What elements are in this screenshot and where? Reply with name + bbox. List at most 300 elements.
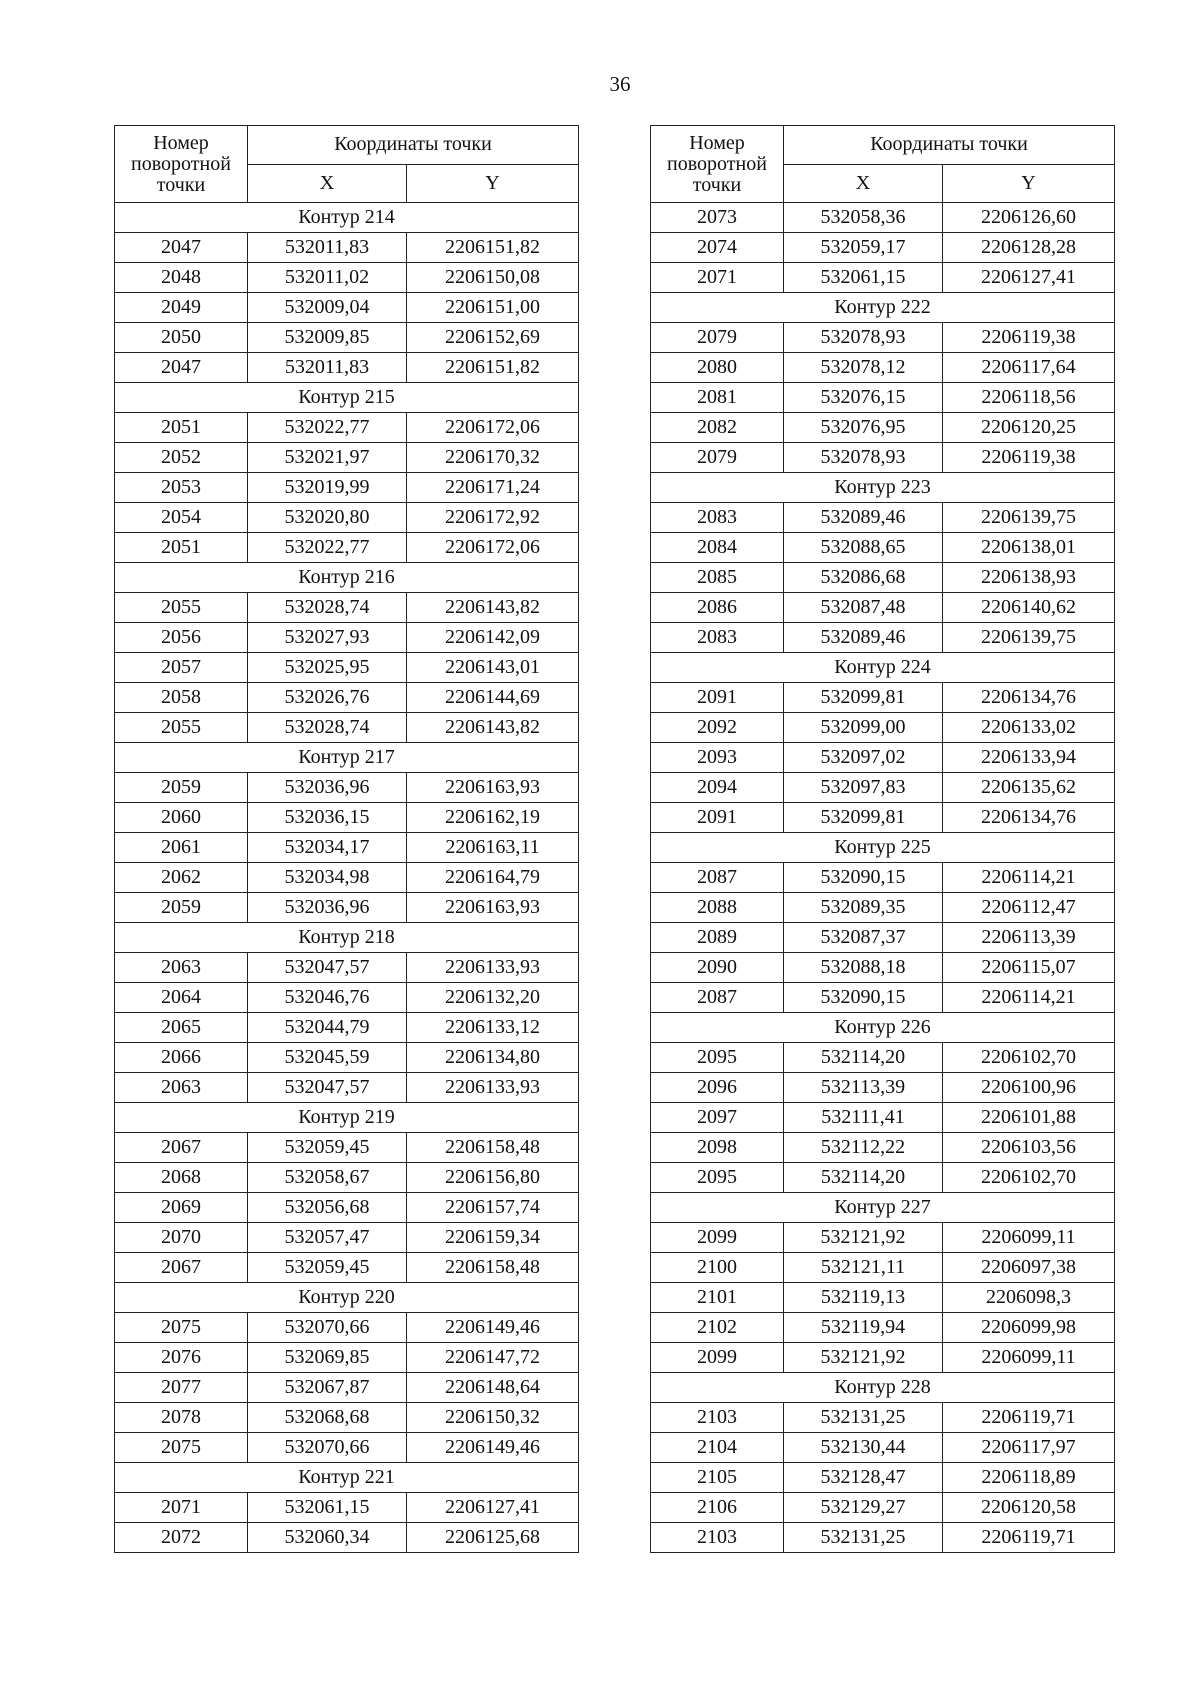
y-coordinate-cell: 2206163,11 (407, 833, 579, 863)
y-coordinate-cell: 2206133,93 (407, 953, 579, 983)
point-number-cell: 2077 (115, 1373, 248, 1403)
table-row (115, 1193, 579, 1223)
x-coordinate-cell: 532089,35 (784, 893, 943, 923)
y-coordinate-cell: 2206119,38 (943, 443, 1115, 473)
y-coordinate-cell: 2206119,71 (943, 1523, 1115, 1553)
y-coordinate-cell: 2206099,11 (943, 1223, 1115, 1253)
x-coordinate-cell: 532128,47 (784, 1463, 943, 1493)
x-coordinate-cell: 532045,59 (248, 1043, 407, 1073)
point-number-cell: 2084 (651, 533, 784, 563)
coordinates-table-right (650, 125, 1115, 1553)
point-number-cell: 2075 (115, 1433, 248, 1463)
point-number-cell: 2087 (651, 983, 784, 1013)
x-coordinate-cell: 532089,46 (784, 503, 943, 533)
point-number-cell: 2083 (651, 503, 784, 533)
x-coordinate-cell: 532028,74 (248, 713, 407, 743)
contour-row (651, 473, 1115, 503)
table-row (115, 413, 579, 443)
table-row (651, 1493, 1115, 1523)
x-coordinate-cell: 532044,79 (248, 1013, 407, 1043)
point-number-cell: 2080 (651, 353, 784, 383)
point-number-cell: 2099 (651, 1343, 784, 1373)
point-number-cell: 2091 (651, 803, 784, 833)
x-coordinate-cell: 532058,67 (248, 1163, 407, 1193)
y-coordinate-cell: 2206099,11 (943, 1343, 1115, 1373)
point-number-cell: 2094 (651, 773, 784, 803)
y-coordinate-cell: 2206102,70 (943, 1043, 1115, 1073)
x-coordinate-cell: 532070,66 (248, 1313, 407, 1343)
y-coordinate-cell: 2206150,08 (407, 263, 579, 293)
point-number-cell: 2064 (115, 983, 248, 1013)
contour-row (651, 833, 1115, 863)
x-coordinate-cell: 532059,45 (248, 1253, 407, 1283)
point-number-cell: 2083 (651, 623, 784, 653)
x-coordinate-cell: 532059,45 (248, 1133, 407, 1163)
y-coordinate-cell: 2206152,69 (407, 323, 579, 353)
y-coordinate-cell: 2206144,69 (407, 683, 579, 713)
x-coordinate-cell: 532076,95 (784, 413, 943, 443)
table-row (115, 683, 579, 713)
table-row (115, 1493, 579, 1523)
point-number-cell: 2069 (115, 1193, 248, 1223)
x-coordinate-cell: 532057,47 (248, 1223, 407, 1253)
table-row (651, 1463, 1115, 1493)
point-number-cell: 2091 (651, 683, 784, 713)
table-row (115, 1163, 579, 1193)
contour-label: Контур 216 (115, 563, 579, 593)
y-coordinate-cell: 2206149,46 (407, 1313, 579, 1343)
y-coordinate-cell: 2206120,58 (943, 1493, 1115, 1523)
x-coordinate-cell: 532026,76 (248, 683, 407, 713)
point-number-cell: 2098 (651, 1133, 784, 1163)
table-row (115, 623, 579, 653)
x-coordinate-cell: 532009,04 (248, 293, 407, 323)
table-row (115, 1253, 579, 1283)
point-number-cell: 2048 (115, 263, 248, 293)
y-coordinate-cell: 2206142,09 (407, 623, 579, 653)
table-body-right (651, 203, 1115, 1553)
point-number-cell: 2075 (115, 1313, 248, 1343)
x-coordinate-cell: 532119,13 (784, 1283, 943, 1313)
point-number-cell: 2073 (651, 203, 784, 233)
y-coordinate-cell: 2206163,93 (407, 773, 579, 803)
table-row (651, 893, 1115, 923)
point-number-cell: 2055 (115, 593, 248, 623)
y-coordinate-cell: 2206101,88 (943, 1103, 1115, 1133)
point-number-cell: 2095 (651, 1043, 784, 1073)
contour-row (115, 203, 579, 233)
table-row (651, 593, 1115, 623)
point-number-cell: 2088 (651, 893, 784, 923)
table-row (651, 1523, 1115, 1553)
x-coordinate-cell: 532119,94 (784, 1313, 943, 1343)
y-coordinate-cell: 2206113,39 (943, 923, 1115, 953)
point-number-cell: 2074 (651, 233, 784, 263)
header-point-number: Номер поворотной точки (651, 126, 784, 203)
point-number-cell: 2093 (651, 743, 784, 773)
table-row (115, 263, 579, 293)
point-number-cell: 2096 (651, 1073, 784, 1103)
point-number-cell: 2053 (115, 473, 248, 503)
point-number-cell: 2100 (651, 1253, 784, 1283)
table-row (651, 1283, 1115, 1313)
table-row (115, 1433, 579, 1463)
table-row (651, 563, 1115, 593)
point-number-cell: 2055 (115, 713, 248, 743)
x-coordinate-cell: 532097,02 (784, 743, 943, 773)
y-coordinate-cell: 2206158,48 (407, 1133, 579, 1163)
x-coordinate-cell: 532060,34 (248, 1523, 407, 1553)
y-coordinate-cell: 2206133,94 (943, 743, 1115, 773)
x-coordinate-cell: 532011,83 (248, 353, 407, 383)
y-coordinate-cell: 2206147,72 (407, 1343, 579, 1373)
y-coordinate-cell: 2206114,21 (943, 983, 1115, 1013)
table-row (115, 773, 579, 803)
point-number-cell: 2101 (651, 1283, 784, 1313)
y-coordinate-cell: 2206156,80 (407, 1163, 579, 1193)
x-coordinate-cell: 532036,15 (248, 803, 407, 833)
contour-label: Контур 227 (651, 1193, 1115, 1223)
table-row (115, 833, 579, 863)
point-number-cell: 2090 (651, 953, 784, 983)
contour-row (115, 1103, 579, 1133)
x-coordinate-cell: 532009,85 (248, 323, 407, 353)
y-coordinate-cell: 2206163,93 (407, 893, 579, 923)
header-coordinates: Координаты точки (248, 126, 579, 165)
table-row (115, 1373, 579, 1403)
coordinates-table-left (114, 125, 579, 1553)
x-coordinate-cell: 532046,76 (248, 983, 407, 1013)
y-coordinate-cell: 2206140,62 (943, 593, 1115, 623)
point-number-cell: 2081 (651, 383, 784, 413)
y-coordinate-cell: 2206157,74 (407, 1193, 579, 1223)
y-coordinate-cell: 2206134,76 (943, 803, 1115, 833)
contour-row (115, 923, 579, 953)
x-coordinate-cell: 532129,27 (784, 1493, 943, 1523)
x-coordinate-cell: 532067,87 (248, 1373, 407, 1403)
table-row (651, 773, 1115, 803)
x-coordinate-cell: 532058,36 (784, 203, 943, 233)
point-number-cell: 2076 (115, 1343, 248, 1373)
x-coordinate-cell: 532059,17 (784, 233, 943, 263)
contour-label: Контур 228 (651, 1373, 1115, 1403)
table-row (115, 1523, 579, 1553)
table-row (651, 713, 1115, 743)
x-coordinate-cell: 532078,12 (784, 353, 943, 383)
x-coordinate-cell: 532020,80 (248, 503, 407, 533)
y-coordinate-cell: 2206117,97 (943, 1433, 1115, 1463)
point-number-cell: 2051 (115, 533, 248, 563)
header-coordinates: Координаты точки (784, 126, 1115, 165)
x-coordinate-cell: 532036,96 (248, 893, 407, 923)
point-number-cell: 2067 (115, 1133, 248, 1163)
table-row (115, 233, 579, 263)
x-coordinate-cell: 532011,83 (248, 233, 407, 263)
y-coordinate-cell: 2206118,89 (943, 1463, 1115, 1493)
point-number-cell: 2070 (115, 1223, 248, 1253)
table-row (651, 1343, 1115, 1373)
contour-label: Контур 220 (115, 1283, 579, 1313)
y-coordinate-cell: 2206114,21 (943, 863, 1115, 893)
point-number-cell: 2079 (651, 323, 784, 353)
y-coordinate-cell: 2206139,75 (943, 623, 1115, 653)
point-number-cell: 2059 (115, 773, 248, 803)
y-coordinate-cell: 2206148,64 (407, 1373, 579, 1403)
y-coordinate-cell: 2206127,41 (407, 1493, 579, 1523)
table-row (651, 953, 1115, 983)
contour-label: Контур 221 (115, 1463, 579, 1493)
y-coordinate-cell: 2206102,70 (943, 1163, 1115, 1193)
x-coordinate-cell: 532036,96 (248, 773, 407, 803)
table-row (651, 323, 1115, 353)
contour-label: Контур 215 (115, 383, 579, 413)
y-coordinate-cell: 2206103,56 (943, 1133, 1115, 1163)
x-coordinate-cell: 532056,68 (248, 1193, 407, 1223)
y-coordinate-cell: 2206128,28 (943, 233, 1115, 263)
table-row (651, 1043, 1115, 1073)
x-coordinate-cell: 532090,15 (784, 983, 943, 1013)
table-row (651, 443, 1115, 473)
x-coordinate-cell: 532099,81 (784, 683, 943, 713)
table-row (115, 1403, 579, 1433)
x-coordinate-cell: 532099,00 (784, 713, 943, 743)
x-coordinate-cell: 532121,92 (784, 1223, 943, 1253)
table-row (651, 503, 1115, 533)
table-row (651, 413, 1115, 443)
y-coordinate-cell: 2206172,92 (407, 503, 579, 533)
point-number-cell: 2097 (651, 1103, 784, 1133)
table-row (115, 293, 579, 323)
table-row (115, 1043, 579, 1073)
x-coordinate-cell: 532022,77 (248, 413, 407, 443)
x-coordinate-cell: 532088,18 (784, 953, 943, 983)
table-row (651, 1403, 1115, 1433)
table-row (115, 893, 579, 923)
table-row (115, 653, 579, 683)
y-coordinate-cell: 2206143,82 (407, 713, 579, 743)
point-number-cell: 2095 (651, 1163, 784, 1193)
point-number-cell: 2057 (115, 653, 248, 683)
table-row (651, 803, 1115, 833)
table-row (115, 1313, 579, 1343)
y-coordinate-cell: 2206170,32 (407, 443, 579, 473)
point-number-cell: 2061 (115, 833, 248, 863)
x-coordinate-cell: 532047,57 (248, 1073, 407, 1103)
table-row (115, 593, 579, 623)
table-row (651, 983, 1115, 1013)
x-coordinate-cell: 532090,15 (784, 863, 943, 893)
contour-label: Контур 222 (651, 293, 1115, 323)
x-coordinate-cell: 532078,93 (784, 323, 943, 353)
point-number-cell: 2085 (651, 563, 784, 593)
table-row (115, 353, 579, 383)
y-coordinate-cell: 2206127,41 (943, 263, 1115, 293)
point-number-cell: 2056 (115, 623, 248, 653)
contour-row (115, 1283, 579, 1313)
contour-label: Контур 223 (651, 473, 1115, 503)
point-number-cell: 2063 (115, 953, 248, 983)
y-coordinate-cell: 2206158,48 (407, 1253, 579, 1283)
y-coordinate-cell: 2206135,62 (943, 773, 1115, 803)
x-coordinate-cell: 532061,15 (784, 263, 943, 293)
x-coordinate-cell: 532011,02 (248, 263, 407, 293)
point-number-cell: 2058 (115, 683, 248, 713)
table-row (651, 923, 1115, 953)
x-coordinate-cell: 532087,48 (784, 593, 943, 623)
y-coordinate-cell: 2206125,68 (407, 1523, 579, 1553)
x-coordinate-cell: 532088,65 (784, 533, 943, 563)
y-coordinate-cell: 2206162,19 (407, 803, 579, 833)
contour-row (115, 1463, 579, 1493)
table-row (115, 953, 579, 983)
x-coordinate-cell: 532019,99 (248, 473, 407, 503)
point-number-cell: 2047 (115, 233, 248, 263)
table-row (651, 383, 1115, 413)
x-coordinate-cell: 532114,20 (784, 1163, 943, 1193)
contour-row (651, 653, 1115, 683)
x-coordinate-cell: 532130,44 (784, 1433, 943, 1463)
table-row (115, 1013, 579, 1043)
contour-label: Контур 219 (115, 1103, 579, 1133)
point-number-cell: 2054 (115, 503, 248, 533)
table-row (115, 713, 579, 743)
table-row (115, 1223, 579, 1253)
y-coordinate-cell: 2206143,82 (407, 593, 579, 623)
point-number-cell: 2079 (651, 443, 784, 473)
table-row (115, 443, 579, 473)
point-number-cell: 2051 (115, 413, 248, 443)
x-coordinate-cell: 532028,74 (248, 593, 407, 623)
x-coordinate-cell: 532070,66 (248, 1433, 407, 1463)
table-row (651, 1103, 1115, 1133)
point-number-cell: 2103 (651, 1523, 784, 1553)
y-coordinate-cell: 2206172,06 (407, 413, 579, 443)
contour-label: Контур 225 (651, 833, 1115, 863)
x-coordinate-cell: 532114,20 (784, 1043, 943, 1073)
table-row (651, 353, 1115, 383)
point-number-cell: 2071 (115, 1493, 248, 1523)
y-coordinate-cell: 2206134,80 (407, 1043, 579, 1073)
x-coordinate-cell: 532068,68 (248, 1403, 407, 1433)
point-number-cell: 2068 (115, 1163, 248, 1193)
header-point-number: Номер поворотной точки (115, 126, 248, 203)
table-row (651, 1433, 1115, 1463)
x-coordinate-cell: 532076,15 (784, 383, 943, 413)
contour-row (651, 293, 1115, 323)
header-x: X (248, 164, 407, 203)
x-coordinate-cell: 532022,77 (248, 533, 407, 563)
table-row (651, 1133, 1115, 1163)
y-coordinate-cell: 2206117,64 (943, 353, 1115, 383)
header-y: Y (407, 164, 579, 203)
table-row (651, 263, 1115, 293)
point-number-cell: 2092 (651, 713, 784, 743)
y-coordinate-cell: 2206171,24 (407, 473, 579, 503)
point-number-cell: 2089 (651, 923, 784, 953)
point-number-cell: 2071 (651, 263, 784, 293)
y-coordinate-cell: 2206119,38 (943, 323, 1115, 353)
y-coordinate-cell: 2206100,96 (943, 1073, 1115, 1103)
y-coordinate-cell: 2206138,01 (943, 533, 1115, 563)
table-row (651, 1253, 1115, 1283)
x-coordinate-cell: 532061,15 (248, 1493, 407, 1523)
point-number-cell: 2105 (651, 1463, 784, 1493)
point-number-cell: 2050 (115, 323, 248, 353)
point-number-cell: 2066 (115, 1043, 248, 1073)
point-number-cell: 2099 (651, 1223, 784, 1253)
table-row (651, 1073, 1115, 1103)
x-coordinate-cell: 532121,11 (784, 1253, 943, 1283)
x-coordinate-cell: 532089,46 (784, 623, 943, 653)
y-coordinate-cell: 2206133,02 (943, 713, 1115, 743)
point-number-cell: 2102 (651, 1313, 784, 1343)
table-body-left (115, 203, 579, 1553)
y-coordinate-cell: 2206126,60 (943, 203, 1115, 233)
point-number-cell: 2047 (115, 353, 248, 383)
contour-row (651, 1193, 1115, 1223)
x-coordinate-cell: 532069,85 (248, 1343, 407, 1373)
x-coordinate-cell: 532131,25 (784, 1523, 943, 1553)
point-number-cell: 2049 (115, 293, 248, 323)
point-number-cell: 2086 (651, 593, 784, 623)
table-row (651, 863, 1115, 893)
table-row (651, 683, 1115, 713)
y-coordinate-cell: 2206151,82 (407, 353, 579, 383)
x-coordinate-cell: 532112,22 (784, 1133, 943, 1163)
x-coordinate-cell: 532021,97 (248, 443, 407, 473)
y-coordinate-cell: 2206115,07 (943, 953, 1115, 983)
y-coordinate-cell: 2206120,25 (943, 413, 1115, 443)
y-coordinate-cell: 2206139,75 (943, 503, 1115, 533)
point-number-cell: 2062 (115, 863, 248, 893)
y-coordinate-cell: 2206138,93 (943, 563, 1115, 593)
table-row (651, 203, 1115, 233)
x-coordinate-cell: 532034,98 (248, 863, 407, 893)
x-coordinate-cell: 532047,57 (248, 953, 407, 983)
x-coordinate-cell: 532113,39 (784, 1073, 943, 1103)
y-coordinate-cell: 2206133,93 (407, 1073, 579, 1103)
point-number-cell: 2104 (651, 1433, 784, 1463)
table-row (115, 863, 579, 893)
x-coordinate-cell: 532131,25 (784, 1403, 943, 1433)
y-coordinate-cell: 2206099,98 (943, 1313, 1115, 1343)
contour-row (115, 383, 579, 413)
x-coordinate-cell: 532025,95 (248, 653, 407, 683)
contour-row (651, 1373, 1115, 1403)
header-y: Y (943, 164, 1115, 203)
x-coordinate-cell: 532111,41 (784, 1103, 943, 1133)
y-coordinate-cell: 2206151,00 (407, 293, 579, 323)
y-coordinate-cell: 2206118,56 (943, 383, 1115, 413)
contour-label: Контур 214 (115, 203, 579, 233)
table-row (115, 323, 579, 353)
point-number-cell: 2060 (115, 803, 248, 833)
point-number-cell: 2072 (115, 1523, 248, 1553)
x-coordinate-cell: 532034,17 (248, 833, 407, 863)
contour-row (115, 743, 579, 773)
table-row (651, 233, 1115, 263)
y-coordinate-cell: 2206164,79 (407, 863, 579, 893)
y-coordinate-cell: 2206132,20 (407, 983, 579, 1013)
y-coordinate-cell: 2206134,76 (943, 683, 1115, 713)
x-coordinate-cell: 532099,81 (784, 803, 943, 833)
table-row (651, 533, 1115, 563)
x-coordinate-cell: 532097,83 (784, 773, 943, 803)
y-coordinate-cell: 2206172,06 (407, 533, 579, 563)
y-coordinate-cell: 2206133,12 (407, 1013, 579, 1043)
contour-label: Контур 224 (651, 653, 1115, 683)
table-row (651, 623, 1115, 653)
